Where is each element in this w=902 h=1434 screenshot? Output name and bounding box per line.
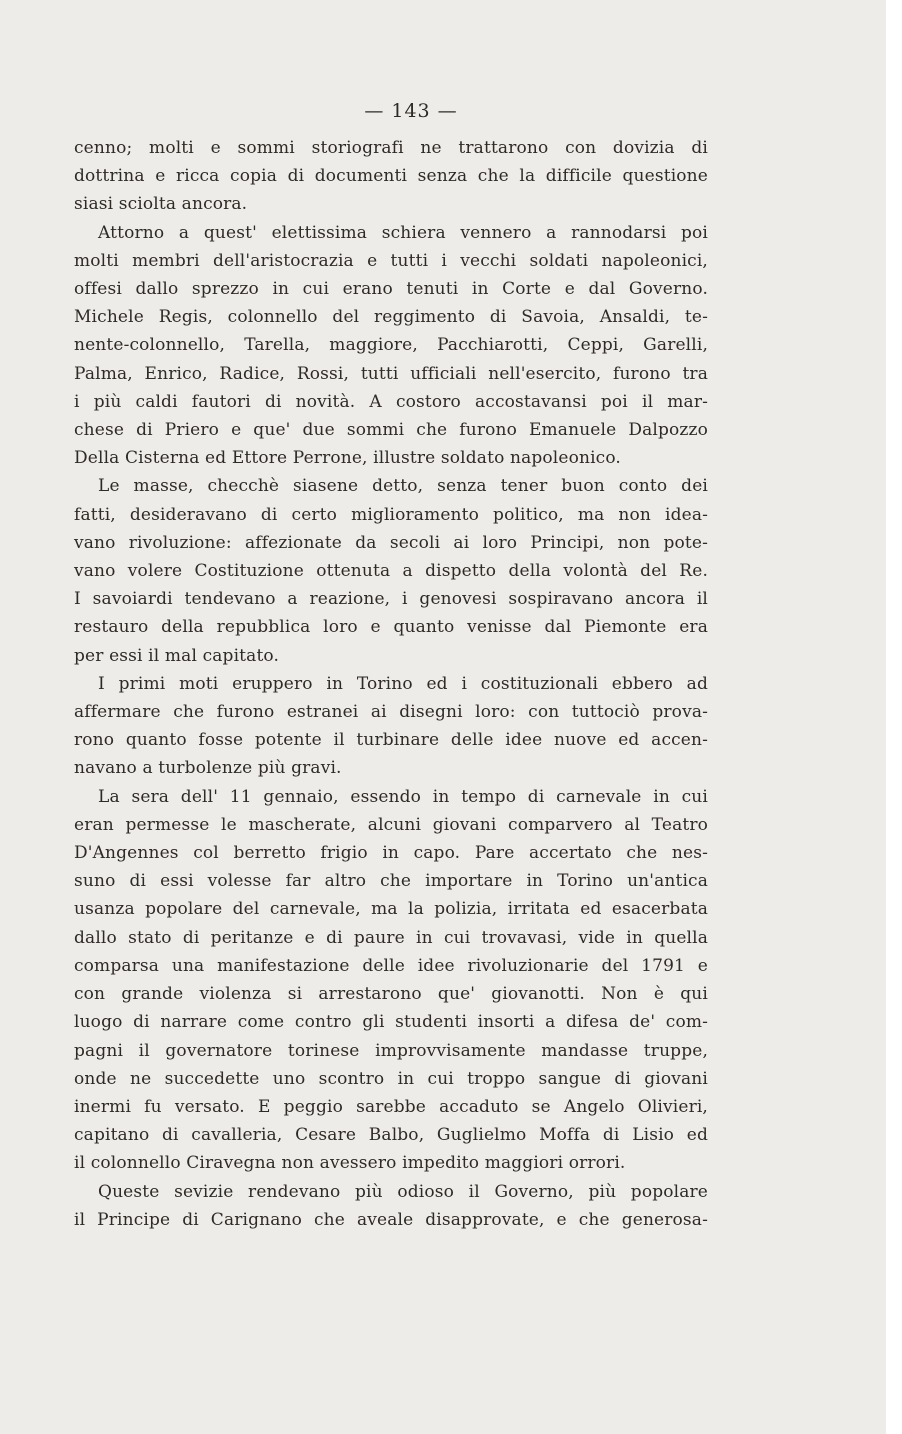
text-line: navano a turbolenze più gravi. bbox=[74, 758, 342, 779]
paragraph bbox=[74, 472, 708, 669]
paragraph bbox=[74, 670, 708, 783]
text-line: restauro della repubblica loro e quanto venisse dal Piemonte era bbox=[74, 617, 708, 638]
text-line: I primi moti eruppero in Torino ed i costituzionali ebbero ad bbox=[98, 673, 708, 694]
text-line: comparsa una manifestazione delle idee rivoluzionarie del 1791 e bbox=[74, 955, 708, 976]
text-line: Attorno a quest' elettissima schiera vennero a rannodarsi poi bbox=[98, 222, 708, 243]
text-line: La sera dell' 11 gennaio, essendo in tempo di carnevale in cui bbox=[98, 786, 708, 807]
text-line: cenno; molti e sommi storiografi ne trattarono con dovizia di bbox=[74, 138, 708, 158]
text-line: offesi dallo sprezzo in cui erano tenuti in Corte e dal Governo. bbox=[74, 279, 708, 300]
text-line: vano volere Costituzione ottenuta a dispetto della volontà del Re. bbox=[74, 561, 708, 582]
text-line: i più caldi fautori di novità. A costoro accostavansi poi il mar- bbox=[74, 391, 708, 412]
text-line: affermare che furono estranei ai disegni loro: con tuttociò prova- bbox=[74, 702, 708, 723]
text-line: D'Angennes col berretto frigio in capo. Pare accertato che nes- bbox=[74, 843, 708, 864]
text-line: capitano di cavalleria, Cesare Balbo, Guglielmo Moffa di Lisio ed bbox=[74, 1125, 708, 1146]
text-line: vano rivoluzione: affezionate da secoli ai loro Principi, non pote- bbox=[74, 532, 708, 553]
text-line: I savoiardi tendevano a reazione, i genovesi sospiravano ancora il bbox=[74, 589, 708, 610]
text-line: eran permesse le mascherate, alcuni giovani comparvero al Teatro bbox=[74, 814, 708, 835]
text-line: suno di essi volesse far altro che importare in Torino un'antica bbox=[74, 871, 708, 892]
text-line: onde ne succedette uno scontro in cui troppo sangue di giovani bbox=[74, 1068, 708, 1089]
text-line: con grande violenza si arrestarono que' giovanotti. Non è qui bbox=[74, 984, 708, 1005]
text-line: molti membri dell'aristocrazia e tutti i vecchi soldati napoleonici, bbox=[74, 250, 708, 271]
paragraph bbox=[74, 1178, 708, 1234]
page-number: — 143 — bbox=[364, 100, 458, 122]
text-line: il colonnello Ciravegna non avessero impedito maggiori orrori. bbox=[74, 1153, 626, 1174]
text-line: siasi sciolta ancora. bbox=[74, 194, 248, 215]
text-line: rono quanto fosse potente il turbinare delle idee nuove ed accen- bbox=[74, 730, 708, 751]
text-line: per essi il mal capitato. bbox=[74, 645, 280, 666]
text-line: dallo stato di peritanze e di paure in cui trovavasi, vide in quella bbox=[74, 927, 708, 948]
text-line: il Principe di Carignano che aveale disapprovate, e che generosa- bbox=[74, 1209, 708, 1230]
text-line: nente-colonnello, Tarella, maggiore, Pacchiarotti, Ceppi, Garelli, bbox=[74, 335, 708, 356]
text-line: chese di Priero e que' due sommi che furono Emanuele Dalpozzo bbox=[74, 420, 708, 441]
text-line: usanza popolare del carnevale, ma la polizia, irritata ed esacerbata bbox=[74, 899, 708, 920]
text-line: inermi fu versato. E peggio sarebbe accaduto se Angelo Olivieri, bbox=[74, 1096, 708, 1117]
text-line: dottrina e ricca copia di documenti senza che la difficile questione bbox=[74, 166, 708, 187]
text-line: Le masse, checchè siasene detto, senza tener buon conto dei bbox=[98, 476, 708, 497]
paragraph bbox=[74, 783, 708, 1178]
text-line: Queste sevizie rendevano più odioso il Governo, più popolare bbox=[98, 1181, 708, 1202]
text-line: Michele Regis, colonnello del reggimento di Savoia, Ansaldi, te- bbox=[74, 307, 708, 328]
text-line: Della Cisterna ed Ettore Perrone, illustre soldato napoleonico. bbox=[74, 448, 621, 469]
text-body bbox=[74, 134, 708, 1234]
text-line: fatti, desideravano di certo miglioramento politico, ma non idea- bbox=[74, 504, 708, 525]
page-body bbox=[74, 96, 708, 1234]
text-line: luogo di narrare come contro gli studenti insorti a difesa de' com- bbox=[74, 1012, 708, 1033]
text-line: pagni il governatore torinese improvvisamente mandasse truppe, bbox=[74, 1040, 708, 1061]
paragraph bbox=[74, 134, 708, 219]
paragraph bbox=[74, 219, 708, 473]
text-line: Palma, Enrico, Radice, Rossi, tutti ufficiali nell'esercito, furono tra bbox=[74, 363, 708, 384]
